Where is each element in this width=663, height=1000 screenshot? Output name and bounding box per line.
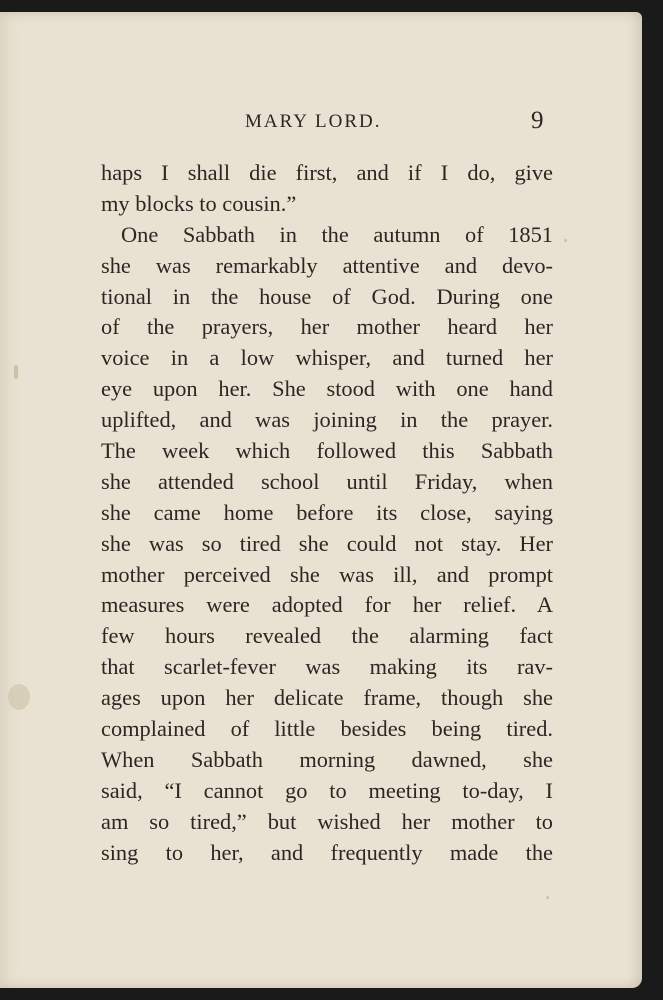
paragraph-start-line: One Sabbath in the autumn of 1851 xyxy=(121,221,553,247)
paper-speck xyxy=(546,896,549,899)
text-line: complained of little besides being tired. xyxy=(101,716,553,742)
text-line: am so tired,” but wished her mother to xyxy=(101,808,553,834)
text-line: voice in a low whisper, and turned her xyxy=(101,345,553,371)
text-line: When Sabbath morning dawned, she xyxy=(101,746,553,772)
text-line: mother perceived she was ill, and prompt xyxy=(101,561,553,587)
page-header xyxy=(0,107,642,139)
paper-speck xyxy=(8,684,30,710)
paper-speck xyxy=(14,365,18,379)
text-line: few hours revealed the alarming fact xyxy=(101,623,553,649)
text-line: she came home before its close, saying xyxy=(101,499,553,525)
text-line: The week which followed this Sabbath xyxy=(101,438,553,464)
text-line: tional in the house of God. During one xyxy=(101,283,553,309)
page-number: 9 xyxy=(531,107,544,134)
book-page xyxy=(0,12,642,988)
text-line: said, “I cannot go to meeting to-day, I xyxy=(101,777,553,803)
text-line: sing to her, and frequently made the xyxy=(101,839,553,865)
text-line: haps I shall die first, and if I do, give xyxy=(101,160,553,185)
running-title: MARY LORD. xyxy=(245,111,382,132)
text-line: of the prayers, her mother heard her xyxy=(101,314,553,340)
text-line: she was remarkably attentive and devo- xyxy=(101,252,553,278)
text-line: measures were adopted for her relief. A xyxy=(101,592,553,618)
text-line: she attended school until Friday, when xyxy=(101,468,553,494)
text-line: ages upon her delicate frame, though she xyxy=(101,685,553,711)
text-line: eye upon her. She stood with one hand xyxy=(101,376,553,402)
text-line: she was so tired she could not stay. Her xyxy=(101,530,553,556)
text-line: that scarlet-fever was making its rav- xyxy=(101,654,553,680)
body-text xyxy=(101,158,553,868)
text-line: uplifted, and was joining in the prayer. xyxy=(101,407,553,433)
text-line: my blocks to cousin.” xyxy=(101,190,297,216)
paper-speck xyxy=(564,239,567,242)
